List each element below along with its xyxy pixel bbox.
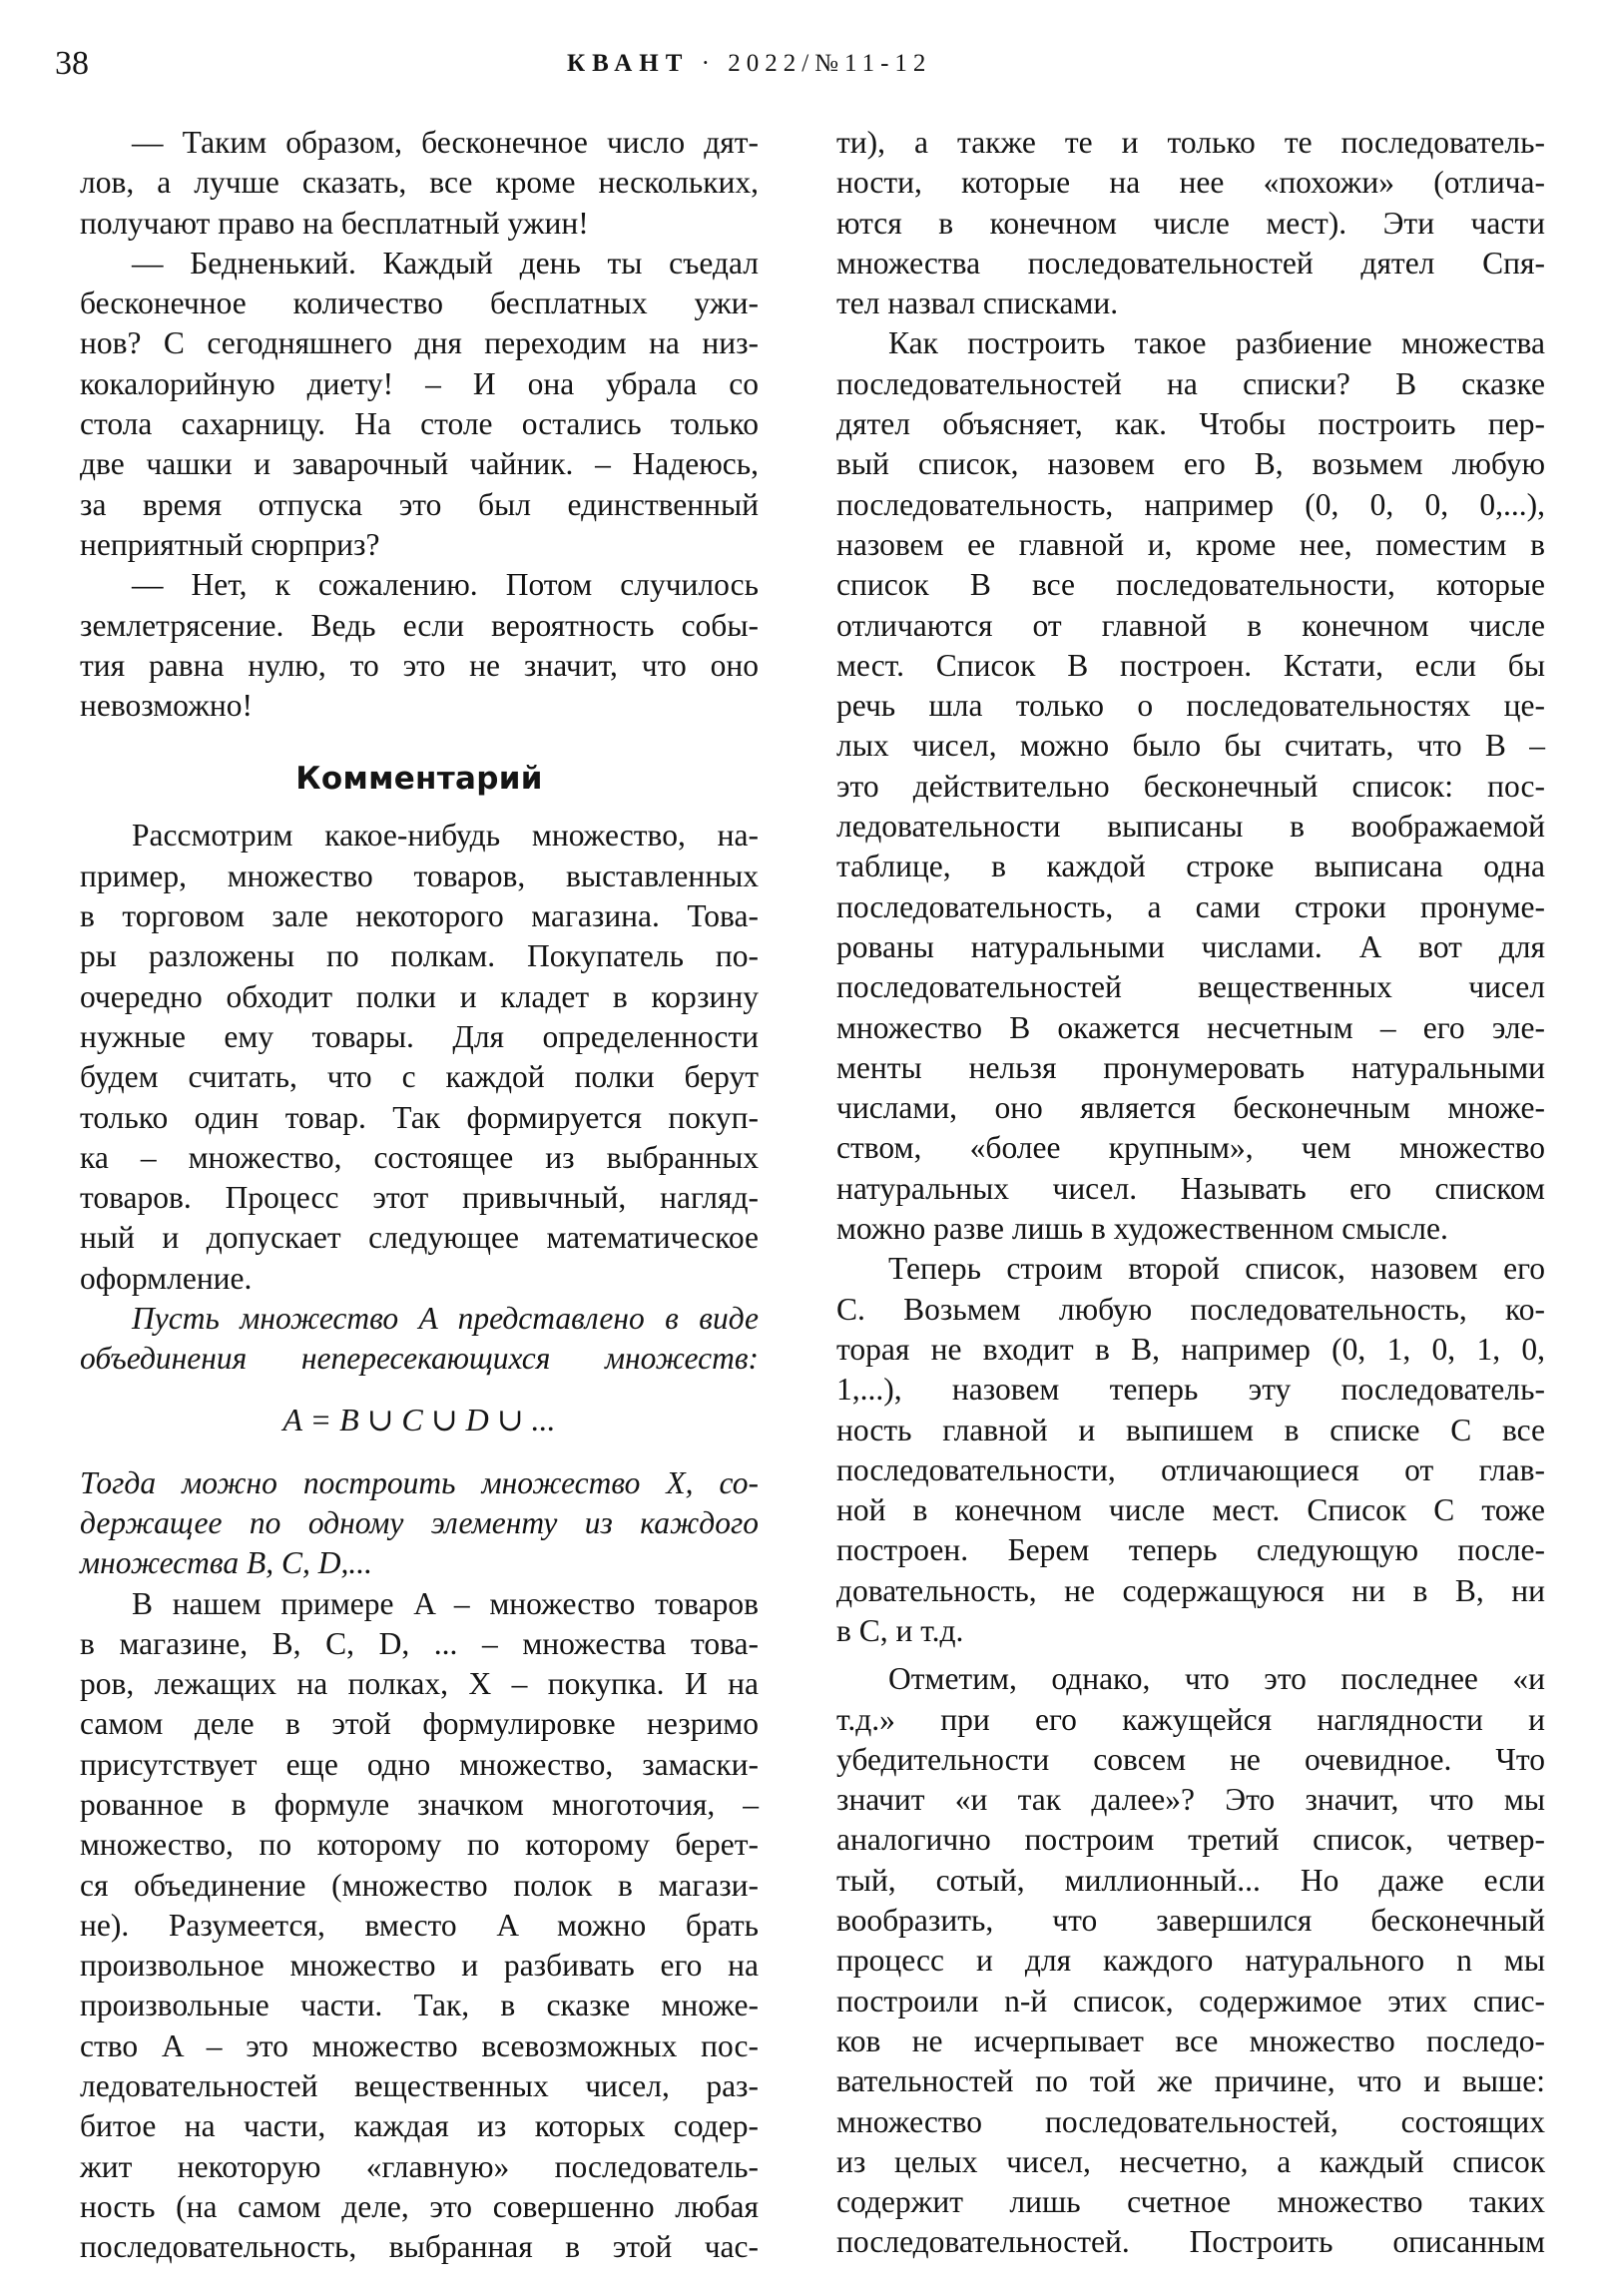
- text-line: ков не исчерпывает все множество последо-: [836, 2022, 1545, 2058]
- text-line: ность (на самом деле, это совершенно любая: [80, 2188, 759, 2224]
- text-line: можно разве лишь в художественном смысле.: [836, 1211, 1448, 1247]
- text-line: C. Возьмем любую последовательность, ко-: [836, 1291, 1545, 1327]
- text-line: ти), а также те и только те последователь-: [836, 125, 1545, 160]
- text-line: последовательность, а сами строки пронуме-: [836, 888, 1545, 924]
- text-line: мест. Список B построен. Кстати, если бы: [836, 647, 1545, 683]
- text-line: Отметим, однако, что это последнее «и: [888, 1661, 1545, 1697]
- text-line: стола сахарницу. На столе остались только: [80, 406, 759, 442]
- text-line: Теперь строим второй список, назовем его: [888, 1251, 1545, 1287]
- formula-union: A = B ∪ C ∪ D ∪ ...: [282, 1401, 556, 1437]
- text-line: множество, по которому по которому берет-: [80, 1827, 759, 1863]
- journal-title: [567, 44, 931, 84]
- text-line: будем считать, что с каждой полки берут: [80, 1059, 759, 1095]
- text-line: получают право на бесплатный ужин!: [80, 205, 589, 241]
- text-line: тел назвал списками.: [836, 286, 1119, 321]
- italic-statement-line: множества B, C, D,...: [80, 1545, 372, 1581]
- text-line: ры разложены по полкам. Покупатель по-: [80, 938, 759, 974]
- text-line: ный и допускает следующее математическое: [80, 1220, 759, 1256]
- text-line: последовательностей. Построить описанным: [836, 2224, 1545, 2260]
- text-line: самом деле в этой формулировке незримо: [80, 1706, 759, 1742]
- text-line: нужные ему товары. Для определенности: [80, 1018, 759, 1054]
- italic-statement-line: Пусть множество A представлено в виде: [132, 1301, 759, 1337]
- text-line: последовательность, выбранная в этой час-: [80, 2229, 759, 2265]
- text-line: Как построить такое разбиение множества: [888, 325, 1545, 361]
- text-line: не). Разумеется, вместо A можно брать: [80, 1907, 759, 1943]
- text-line: ность главной и выпишем в списке C все: [836, 1412, 1545, 1447]
- text-line: ством, «более крупным», чем множество: [836, 1130, 1545, 1166]
- text-line: построен. Берем теперь следующую после-: [836, 1532, 1545, 1568]
- text-line: натуральных чисел. Называть его списком: [836, 1170, 1545, 1206]
- text-line: последовательностей вещественных чисел: [836, 969, 1545, 1005]
- text-line: последовательность, например (0, 0, 0, 0,...),: [836, 486, 1545, 522]
- text-line: лов, а лучше сказать, все кроме нескольких,: [80, 165, 759, 201]
- text-line: две чашки и заварочный чайник. – Надеюсь,: [80, 446, 759, 482]
- text-line: бесконечное количество бесплатных ужи-: [80, 286, 759, 321]
- text-line: отличаются от главной в конечном числе: [836, 607, 1545, 643]
- issue-number: 2022/№11-12: [728, 50, 932, 77]
- text-line: неприятный сюрприз?: [80, 526, 380, 562]
- text-line: за время отпуска это был единственный: [80, 486, 759, 522]
- text-line: нов? С сегодняшнего дня переходим на низ-: [80, 325, 759, 361]
- text-line: ной в конечном числе мест. Список C тоже: [836, 1492, 1545, 1528]
- text-line: процесс и для каждого натурального n мы: [836, 1943, 1545, 1979]
- left-column: [80, 123, 759, 2268]
- text-line: пример, множество товаров, выставленных: [80, 858, 759, 893]
- text-line: битое на части, каждая из которых содер-: [80, 2108, 759, 2144]
- text-line: список B все последовательности, которые: [836, 567, 1545, 603]
- text-line: ледовательностей вещественных чисел, раз-: [80, 2068, 759, 2104]
- text-line: менты нельзя пронумеровать натуральными: [836, 1049, 1545, 1085]
- text-line: множества последовательностей дятел Спя-: [836, 245, 1545, 281]
- paragraph-gap: [836, 1651, 1545, 1659]
- text-line: жит некоторую «главную» последователь-: [80, 2148, 759, 2184]
- italic-statement-line: держащее по одному элементу из каждого: [80, 1504, 759, 1540]
- text-line: множество B окажется несчетным – его эле-: [836, 1009, 1545, 1045]
- text-line: таблице, в каждой строке выписана одна: [836, 849, 1545, 884]
- text-line: оформление.: [80, 1260, 253, 1296]
- text-line: в C, и т.д.: [836, 1612, 964, 1648]
- text-line: построили n-й список, содержимое этих спис-: [836, 1983, 1545, 2018]
- text-line: произвольные части. Так, в сказке множе-: [80, 1988, 759, 2023]
- text-line: ся объединение (множество полок в магази-: [80, 1867, 759, 1903]
- text-line: ка – множество, состоящее из выбранных: [80, 1139, 759, 1175]
- journal-name: КВАНТ: [567, 50, 690, 77]
- text-line: рованы натуральными числами. А вот для: [836, 928, 1545, 964]
- text-line: т.д.» при его кажущейся наглядности и: [836, 1701, 1545, 1737]
- text-line: 1,...), назовем теперь эту последователь-: [836, 1372, 1545, 1408]
- text-line: товаров. Процесс этот привычный, нагляд-: [80, 1180, 759, 1216]
- header-separator: ·: [701, 50, 716, 77]
- text-line: вый список, назовем его B, возьмем любую: [836, 446, 1545, 482]
- text-line: ледовательности выписаны в воображаемой: [836, 809, 1545, 845]
- text-line: кокалорийную диету! – И она убрала со: [80, 365, 759, 401]
- right-column: [836, 123, 1545, 2263]
- text-line: дятел объясняет, как. Чтобы построить пер-: [836, 406, 1545, 442]
- text-line: лых чисел, можно было бы считать, что B –: [836, 728, 1545, 764]
- text-line: речь шла только о последовательностях це-: [836, 688, 1545, 724]
- running-head: [0, 44, 1597, 84]
- text-line: невозможно!: [80, 688, 254, 724]
- text-line: торая не входит в B, например (0, 1, 0, 1, 0,: [836, 1331, 1545, 1367]
- text-line: землетрясение. Ведь если вероятность собы-: [80, 607, 759, 643]
- text-line: из целых чисел, несчетно, а каждый список: [836, 2143, 1545, 2179]
- text-line: в торговом зале некоторого магазина. Това-: [80, 898, 759, 934]
- text-line: вообразить, что завершился бесконечный: [836, 1903, 1545, 1939]
- text-line: Рассмотрим какое-нибудь множество, на-: [132, 818, 759, 854]
- text-line: в магазине, B, C, D, ... – множества това-: [80, 1625, 759, 1661]
- text-line: содержит лишь счетное множество таких: [836, 2184, 1545, 2220]
- text-line: значит «и так далее»? Это значит, что мы: [836, 1782, 1545, 1818]
- text-line: убедительности совсем не очевидное. Что: [836, 1741, 1545, 1777]
- page-number: 38: [55, 45, 89, 82]
- text-line: ности, которые на нее «похожи» (отлича-: [836, 165, 1545, 201]
- text-line: произвольное множество и разбивать его на: [80, 1948, 759, 1984]
- text-line: ются в конечном числе мест). Эти части: [836, 205, 1545, 241]
- text-line: тый, сотый, миллионный... Но даже если: [836, 1862, 1545, 1898]
- text-line: — Таким образом, бесконечное число дят-: [132, 125, 759, 160]
- section-heading: Комментарий: [295, 761, 543, 798]
- text-line: довательность, не содержащуюся ни в B, ни: [836, 1572, 1545, 1608]
- text-line: аналогично построим третий список, четвер-: [836, 1822, 1545, 1858]
- text-line: очередно обходит полки и кладет в корзину: [80, 978, 759, 1014]
- text-line: присутствует еще одно множество, замаски-: [80, 1746, 759, 1782]
- text-line: ство A – это множество всевозможных пос-: [80, 2027, 759, 2063]
- text-line: — Бедненький. Каждый день ты съедал: [132, 245, 759, 281]
- italic-statement-line: объединения непересекающихся множеств:: [80, 1341, 759, 1377]
- italic-statement-line: Тогда можно построить множество X, со-: [80, 1464, 759, 1500]
- text-line: — Нет, к сожалению. Потом случилось: [132, 567, 759, 603]
- text-line: числами, оно является бесконечным множе-: [836, 1090, 1545, 1126]
- text-line: В нашем примере A – множество товаров: [132, 1585, 759, 1621]
- text-line: ров, лежащих на полках, X – покупка. И на: [80, 1666, 759, 1702]
- text-line: это действительно бесконечный список: пос-: [836, 768, 1545, 804]
- text-line: только один товар. Так формируется покуп-: [80, 1099, 759, 1135]
- text-line: последовательностей на списки? В сказке: [836, 365, 1545, 401]
- text-line: последовательности, отличающиеся от глав-: [836, 1451, 1545, 1487]
- text-line: множество последовательностей, состоящих: [836, 2103, 1545, 2139]
- text-line: назовем ее главной и, кроме нее, поместим в: [836, 526, 1545, 562]
- text-line: вательностей по той же причине, что и выше:: [836, 2063, 1545, 2099]
- text-line: рованное в формуле значком многоточия, –: [80, 1786, 759, 1822]
- text-line: тия равна нулю, то это не значит, что оно: [80, 647, 759, 683]
